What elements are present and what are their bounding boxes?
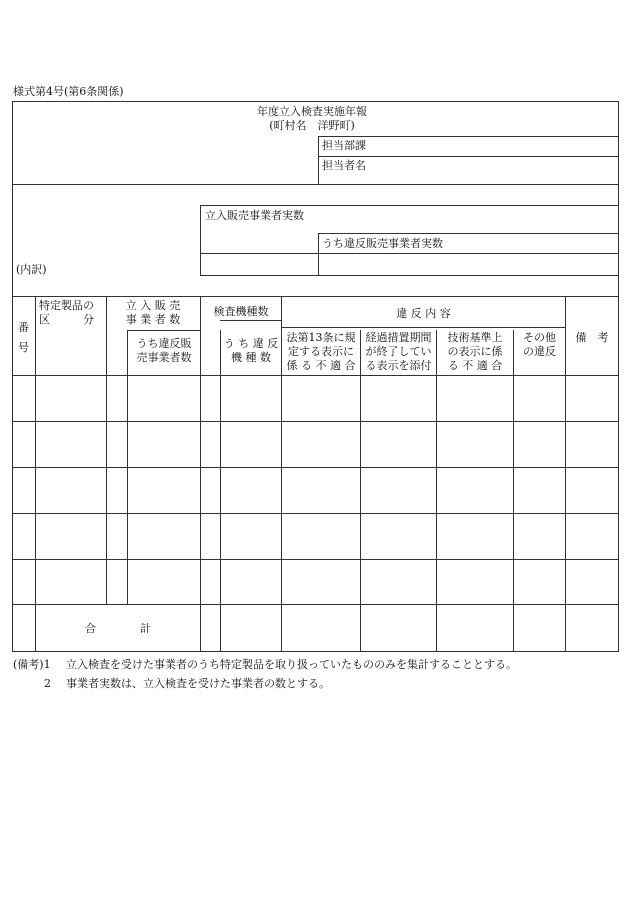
col-violation-law13-2: 定する表示に: [288, 345, 354, 358]
col-violation-technical-1: 技術基準上: [447, 331, 503, 344]
note-1-text: 立入検査を受けた事業者のうち特定製品を取り扱っていたもののみを集計することとする。: [66, 658, 517, 671]
col-inspected-sellers-1: 立 入 販 売: [125, 299, 181, 312]
notes: [13, 655, 613, 693]
report-title: 年度立入検査実施年報: [257, 105, 367, 118]
violating-sellers-label: うち違反販売事業者実数: [322, 237, 443, 250]
col-violation-law13-3: 係 る 不 適 合: [286, 359, 356, 372]
col-violation-technical-3: る 不 適 合: [447, 359, 503, 372]
col-remarks: 備 考: [575, 331, 609, 344]
col-violation-transition-2: が終了してい: [365, 345, 432, 358]
form-label: 様式第4号(第6条関係): [13, 85, 124, 98]
note-2: [13, 674, 613, 693]
col-violation-transition-3: る表示を添付: [365, 359, 432, 372]
dept-label: 担当部課: [322, 139, 366, 152]
col-number-top: 番: [18, 321, 29, 334]
total-label: 合 計: [85, 622, 151, 635]
inspected-sellers-label: 立入販売事業者実数: [205, 209, 304, 222]
col-product-category-2: 区 分: [39, 313, 94, 326]
note-1: [13, 655, 613, 674]
col-violation-law13-1: 法第13条に規: [286, 331, 356, 344]
col-violation-technical-2: の表示に係: [447, 345, 503, 358]
col-violation-other-1: その他: [523, 331, 556, 344]
breakdown-label: (内訳): [16, 263, 47, 276]
col-violating-sellers-2: 売事業者数: [136, 351, 192, 364]
col-violation-other-2: の違反: [523, 345, 556, 358]
municipality-name: (町村名 洋野町): [269, 119, 355, 132]
col-violating-models-2: 機 種 数: [231, 351, 271, 364]
col-inspected-sellers-2: 事 業 者 数: [125, 313, 181, 326]
col-violation-transition-1: 経過措置期間: [365, 331, 432, 344]
col-number-bottom: 号: [18, 341, 29, 354]
person-label: 担当者名: [322, 159, 366, 172]
col-product-category-1: 特定製品の: [39, 299, 94, 312]
report-form: [12, 101, 619, 652]
col-violating-sellers-1: うち違反販: [136, 337, 192, 350]
note-2-prefix: 2: [44, 677, 51, 690]
note-2-text: 事業者実数は、立入検査を受けた事業者の数とする。: [66, 677, 330, 690]
col-inspected-models: 検査機種数: [213, 305, 269, 318]
col-violating-models-1: う ち 違 反: [223, 337, 279, 350]
col-violations-header: 違 反 内 容: [396, 307, 451, 320]
note-1-prefix: (備考)1: [13, 658, 51, 671]
